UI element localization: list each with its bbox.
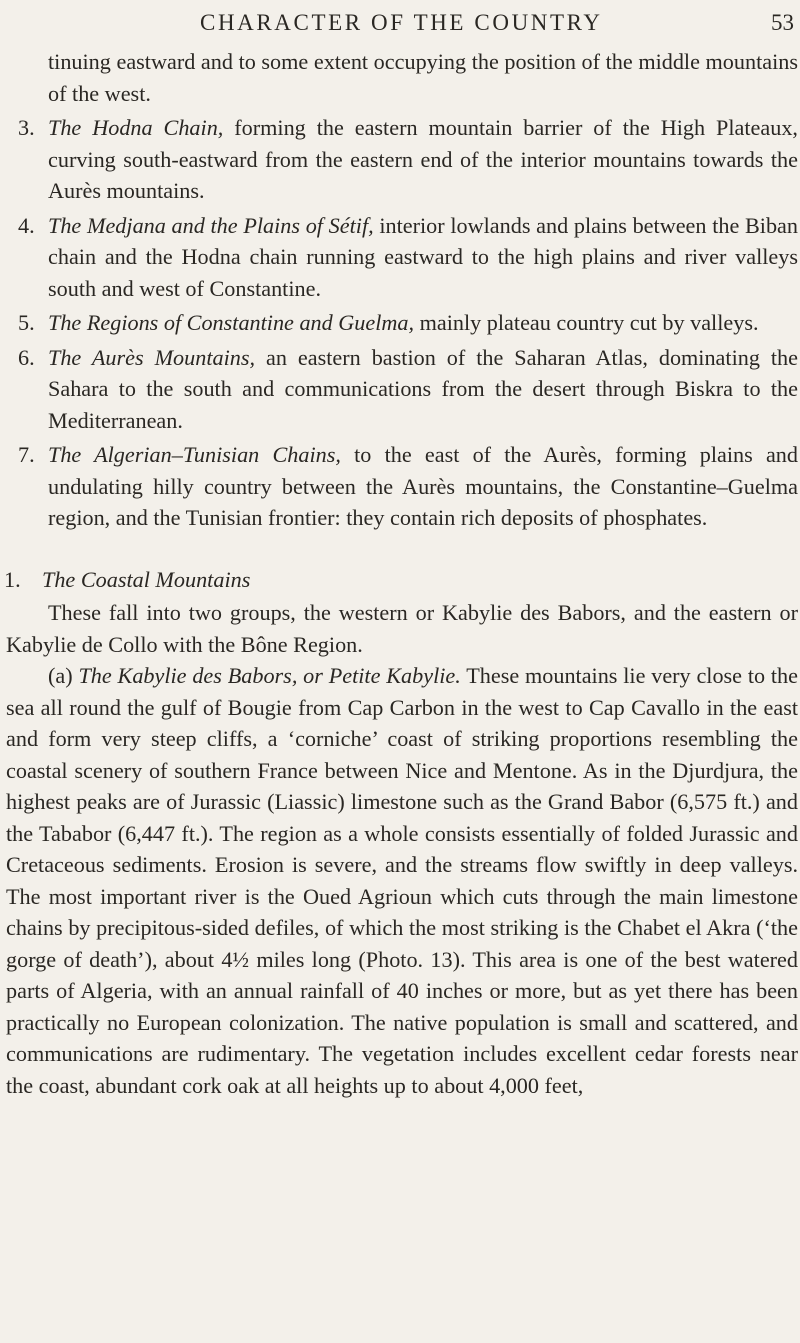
paragraph-label: (a) [48,663,79,688]
page-body [0,46,800,1101]
list-item-number: 4. [18,212,35,238]
page-number: 53 [771,10,794,35]
list-item-heading: The Regions of Constantine and Guelma, [48,310,415,335]
list-item [0,342,800,437]
list-item [0,112,800,207]
paragraph-text: These mountains lie very close to the sea all round the gulf of Bougie from Cap Carbon in the west to Cap Cavallo in the east and form very steep cliffs, a ‘corniche’ coast of striking proportions resembling the coastal scenery of southern France between Nice and Mentone. As in the Djurdjura, the highest peaks are of Jurassic (Liassic) limestone such as the Grand Babor (6,575 ft.) and the Tababor (6,447 ft.). The region as a whole consists essentially of folded Jurassic and Cretaceous sediments. Erosion is severe, and the streams flow swiftly in deep valleys. The most important river is the Oued Agrioun which cuts through the main limestone chains by precipitous-sided defiles, of which the most striking is the Chabet el Akra (‘the gorge of death’), about 4½ miles long (Photo. 13). This area is one of the best watered parts of Algeria, with an annual rainfall of 40 inches or more, but as yet there has been practically no European colonization. The native population is small and scattered, and communications are rudimentary. The vegetation includes excellent cedar forests near the coast, abundant cork oak at all heights up to about 4,000 feet, [6,663,799,1098]
list-item-heading: The Aurès Mountains, [48,344,256,370]
list-item-text: tinuing eastward and to some extent occupying the position of the middle mountains of the west. [48,49,798,106]
list-item-number: 6. [18,344,35,370]
section-number: 1. [4,566,21,592]
paragraph-heading: The Kabylie des Babors, or Petite Kabylie. [78,663,461,688]
list-item-text: to the east of the Aurès, forming plains and undulating hilly country between the Aurès mountains, the Constantine–Guelma region, and the Tunisian frontier: they contain rich deposits of phosphates. [48,442,798,530]
list-item [0,439,800,534]
running-head [0,10,800,42]
section-title: The Coastal Mountains [42,566,251,592]
list-item-heading: The Medjana and the Plains of Sétif, [48,212,374,238]
list-item-text: mainly plateau country cut by valleys. [414,310,759,335]
list-item-text: forming the eastern mountain barrier of the High Plateaux, curving south-eastward from the eastern end of the interior mountains towards the Aurès mountains. [48,115,798,203]
section-heading [0,564,800,596]
paragraph [0,597,800,660]
list-item [0,210,800,305]
list-item-number: 5. [18,310,35,335]
list-item-continued [0,46,800,109]
list-item-text: interior lowlands and plains between the Biban chain and the Hodna chain running eastward to the high plains and river valleys south and west of Constantine. [48,212,798,301]
list-item-text: an eastern bastion of the Saharan Atlas, dominating the Sahara to the south and communications from the desert through Biskra to the Mediterranean. [48,344,798,433]
region-list [0,46,800,534]
list-item-number: 3. [18,115,35,140]
list-item [0,307,800,339]
list-item-number: 7. [18,442,35,467]
paragraph [0,660,800,1101]
list-item-heading: The Hodna Chain, [48,115,224,140]
list-item-heading: The Algerian–Tunisian Chains, [48,442,341,467]
running-head-title: CHARACTER OF THE COUNTRY [200,10,603,35]
paragraph-text: These fall into two groups, the western or Kabylie des Babors, and the eastern or Kabylie de Collo with the Bône Region. [6,600,798,657]
